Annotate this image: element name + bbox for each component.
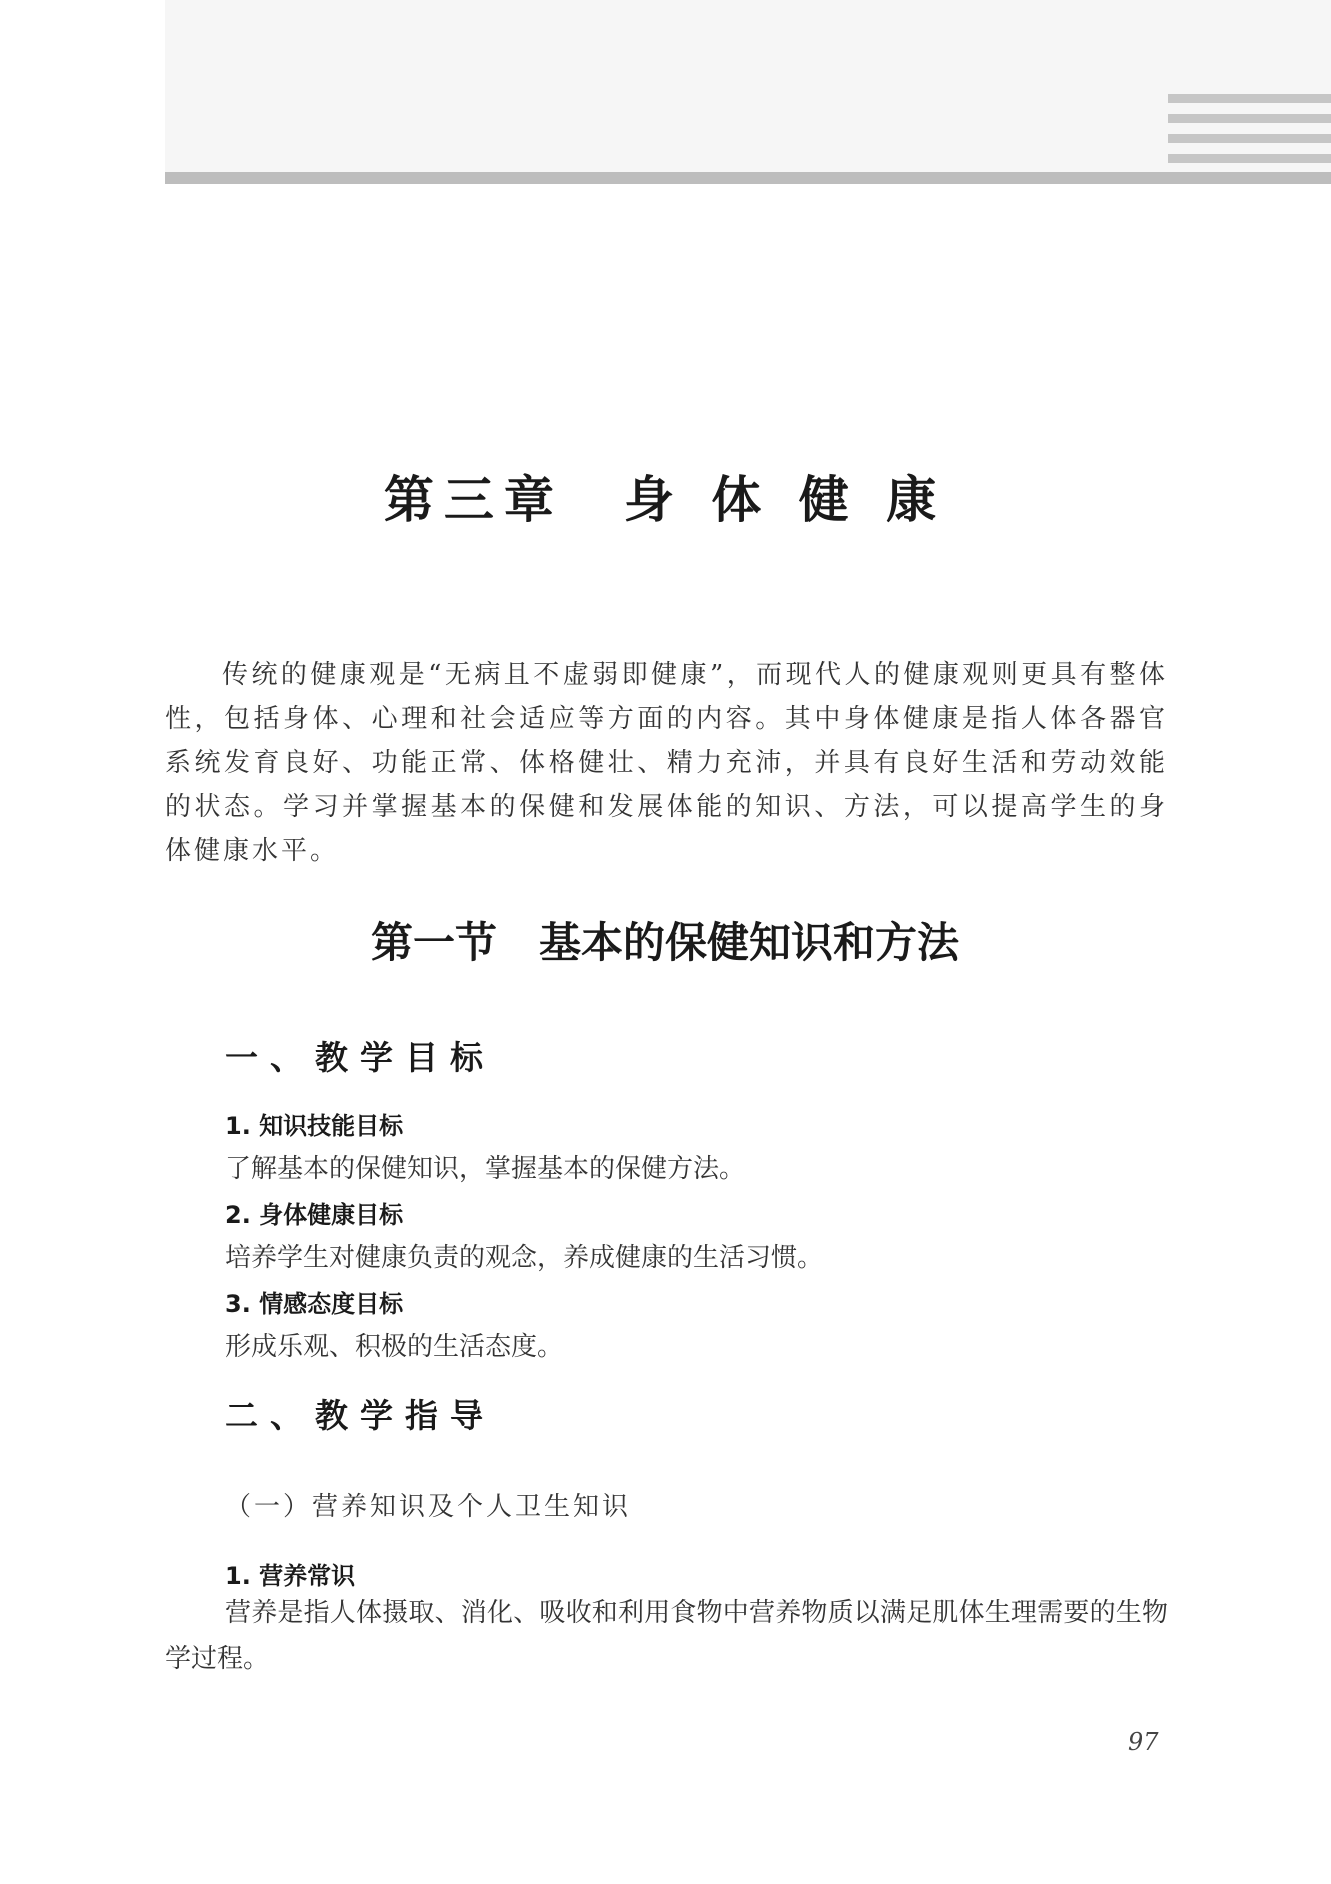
header-stripe (1168, 154, 1331, 163)
goal-title-knowledge: 1. 知识技能目标 (225, 1112, 404, 1140)
heading-teaching-goals: 一、教学目标 (225, 1038, 495, 1077)
chapter-intro: 传统的健康观是“无病且不虚弱即健康”，而现代人的健康观则更具有整体性，包括身体、心理和社会适应等方面的内容。其中身体健康是指人体各器官系统发育良好、功能正常、体格健壮、精力充沛，并具有良好生活和劳动效能的状态。学习并掌握基本的保健和发展体能的知识、方法，可以提高学生的身体健康水平。 (165, 660, 1168, 866)
item-title-nutrition: 1. 营养常识 (225, 1562, 356, 1590)
header-stripe (1168, 94, 1331, 103)
section-title: 第一节 基本的保健知识和方法 (370, 918, 959, 967)
goal-title-emotion: 3. 情感态度目标 (225, 1290, 404, 1318)
heading-teaching-guidance: 二、教学指导 (225, 1396, 495, 1435)
chapter-title: 第三章 身 体 健 康 (383, 471, 947, 529)
header-stripe (1168, 134, 1331, 143)
header-rule (165, 172, 1331, 184)
header-band (165, 0, 1331, 172)
goal-title-health: 2. 身体健康目标 (225, 1201, 404, 1229)
header-stripe (1168, 114, 1331, 123)
goal-text-emotion: 形成乐观、积极的生活态度。 (225, 1332, 564, 1362)
subsection-nutrition-hygiene: （一）营养知识及个人卫生知识 (225, 1492, 632, 1522)
goal-text-knowledge: 了解基本的保健知识，掌握基本的保健方法。 (225, 1154, 746, 1184)
item-text-nutrition: 营养是指人体摄取、消化、吸收和利用食物中营养物质以满足肌体生理需要的生物学过程。 (165, 1598, 1168, 1674)
page-number: 97 (1128, 1728, 1159, 1756)
goal-text-health: 培养学生对健康负责的观念，养成健康的生活习惯。 (225, 1243, 824, 1273)
